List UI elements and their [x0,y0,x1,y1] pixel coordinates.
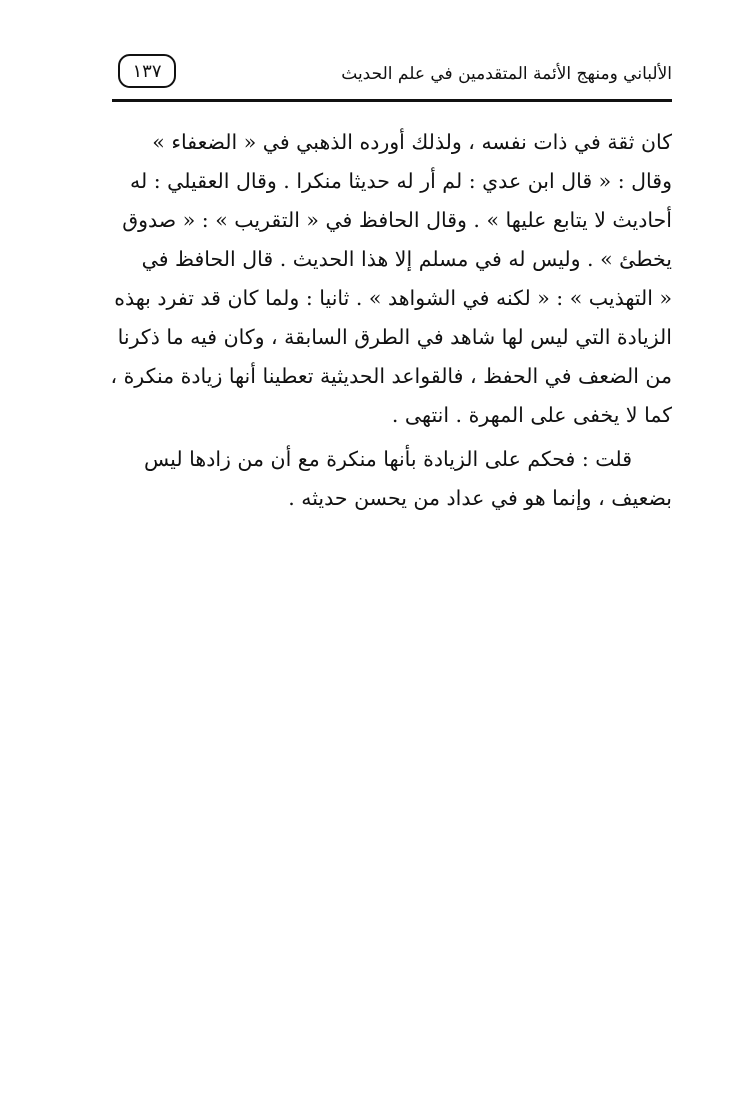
running-title: الألباني ومنهج الأئمة المتقدمين في علم الحديث [341,64,672,84]
paragraph-1 [110,123,672,435]
text-line: « التهذيب » : « لكنه في الشواهد » . ثانيا : ولما كان قد تفرد بهذه [114,286,672,310]
text-line: يخطئ » . وليس له في مسلم إلا هذا الحديث . قال الحافظ في [141,247,672,271]
text-line: قلت : فحكم على الزيادة بأنها منكرة مع أن من زادها ليس [144,447,632,471]
header-divider [112,99,672,102]
text-line: بضعيف ، وإنما هو في عداد من يحسن حديثه . [288,486,672,510]
text-line: أحاديث لا يتابع عليها » . وقال الحافظ في « التقريب » : « صدوق [122,208,672,232]
text-line: الزيادة التي ليس لها شاهد في الطرق السابقة ، وكان فيه ما ذكرنا [117,325,672,349]
page-body [110,123,672,518]
text-line: كان ثقة في ذات نفسه ، ولذلك أورده الذهبي في « الضعفاء » [152,130,672,154]
page-header [112,48,672,100]
paragraph-2 [110,440,672,518]
page-number: ١٣٧ [118,54,176,88]
text-line: وقال : « قال ابن عدي : لم أر له حديثا منكرا . وقال العقيلي : له [130,169,672,193]
text-line: من الضعف في الحفظ ، فالقواعد الحديثية تعطينا أنها زيادة منكرة ، [110,364,672,388]
text-line: كما لا يخفى على المهرة . انتهى . [391,403,672,427]
